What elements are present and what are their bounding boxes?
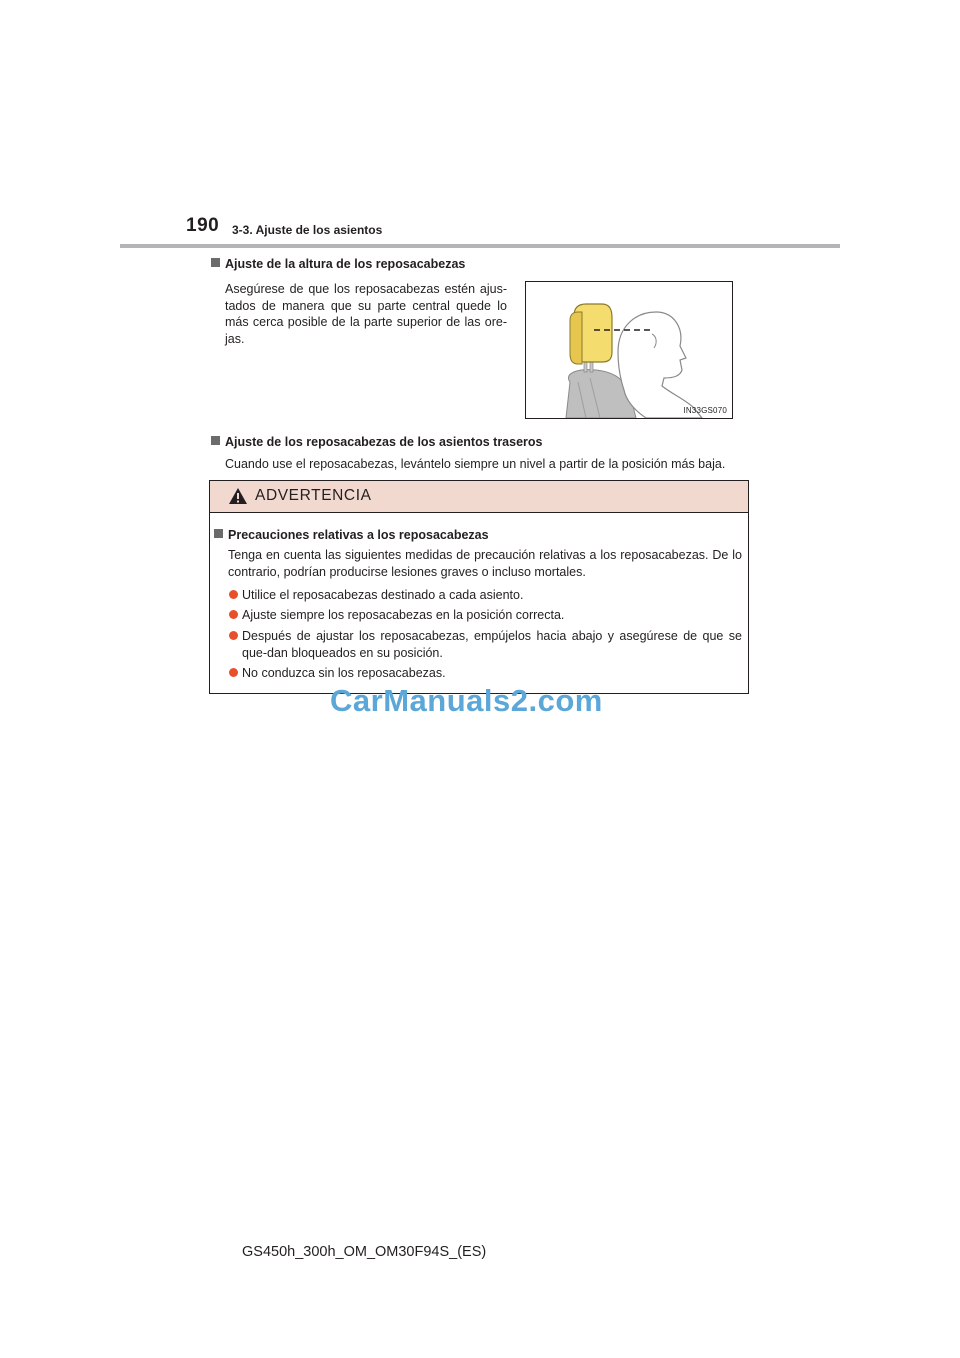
warning-triangle-icon <box>228 487 248 505</box>
page-number: 190 <box>186 215 220 236</box>
warning-bullet <box>214 587 742 604</box>
warning-box <box>209 480 749 694</box>
warning-subheading <box>214 528 489 542</box>
section-title: 3-3. Ajuste de los asientos <box>232 223 383 237</box>
warning-header <box>210 481 748 513</box>
bullet-dot-icon <box>229 610 238 619</box>
bullet-dot-icon <box>229 668 238 677</box>
section-heading-rear-headrests <box>211 435 543 449</box>
warning-bullet-text: Después de ajustar los reposacabezas, empújelos hacia abajo y asegúrese de que se que-dan bloqueados en su posición. <box>242 629 742 660</box>
square-bullet-icon <box>211 436 220 445</box>
square-bullet-icon <box>211 258 220 267</box>
head-and-headrest-drawing <box>526 282 732 418</box>
square-bullet-icon <box>214 529 223 538</box>
warning-subheading-text: Precauciones relativas a los reposacabezas <box>228 528 489 542</box>
warning-bullet-text: Ajuste siempre los reposacabezas en la posición correcta. <box>242 608 565 622</box>
figure-code: IN33GS070 <box>683 406 727 415</box>
warning-bullet-text: No conduzca sin los reposacabezas. <box>242 666 446 680</box>
warning-bullet-text: Utilice el reposacabezas destinado a cada asiento. <box>242 588 524 602</box>
warning-bullet <box>214 665 742 682</box>
bullet-dot-icon <box>229 631 238 640</box>
footer-doc-code: GS450h_300h_OM_OM30F94S_(ES) <box>242 1244 487 1260</box>
warning-bullet <box>214 628 742 661</box>
section-heading-text: Ajuste de los reposacabezas de los asientos traseros <box>225 435 543 449</box>
header-rule <box>120 244 840 248</box>
section-heading-headrest-height <box>211 257 465 271</box>
warning-intro: Tenga en cuenta las siguientes medidas de precaución relativas a los reposacabezas. De lo contrario, podrían producirse lesiones graves o incluso mortales. <box>228 548 742 579</box>
section-heading-text: Ajuste de la altura de los reposacabezas <box>225 257 466 271</box>
headrest-illustration <box>525 281 733 419</box>
headrest-height-paragraph: Asegúrese de que los reposacabezas estén ajus-tados de manera que su parte central quede lo más cerca posible de la parte superior de las ore-jas. <box>225 282 507 346</box>
warning-bullet <box>214 607 742 624</box>
rear-headrest-paragraph: Cuando use el reposacabezas, levántelo siempre un nivel a partir de la posición más baja. <box>225 457 726 471</box>
warning-title: ADVERTENCIA <box>255 487 372 504</box>
bullet-dot-icon <box>229 590 238 599</box>
watermark: CarManuals2.com <box>330 683 603 718</box>
